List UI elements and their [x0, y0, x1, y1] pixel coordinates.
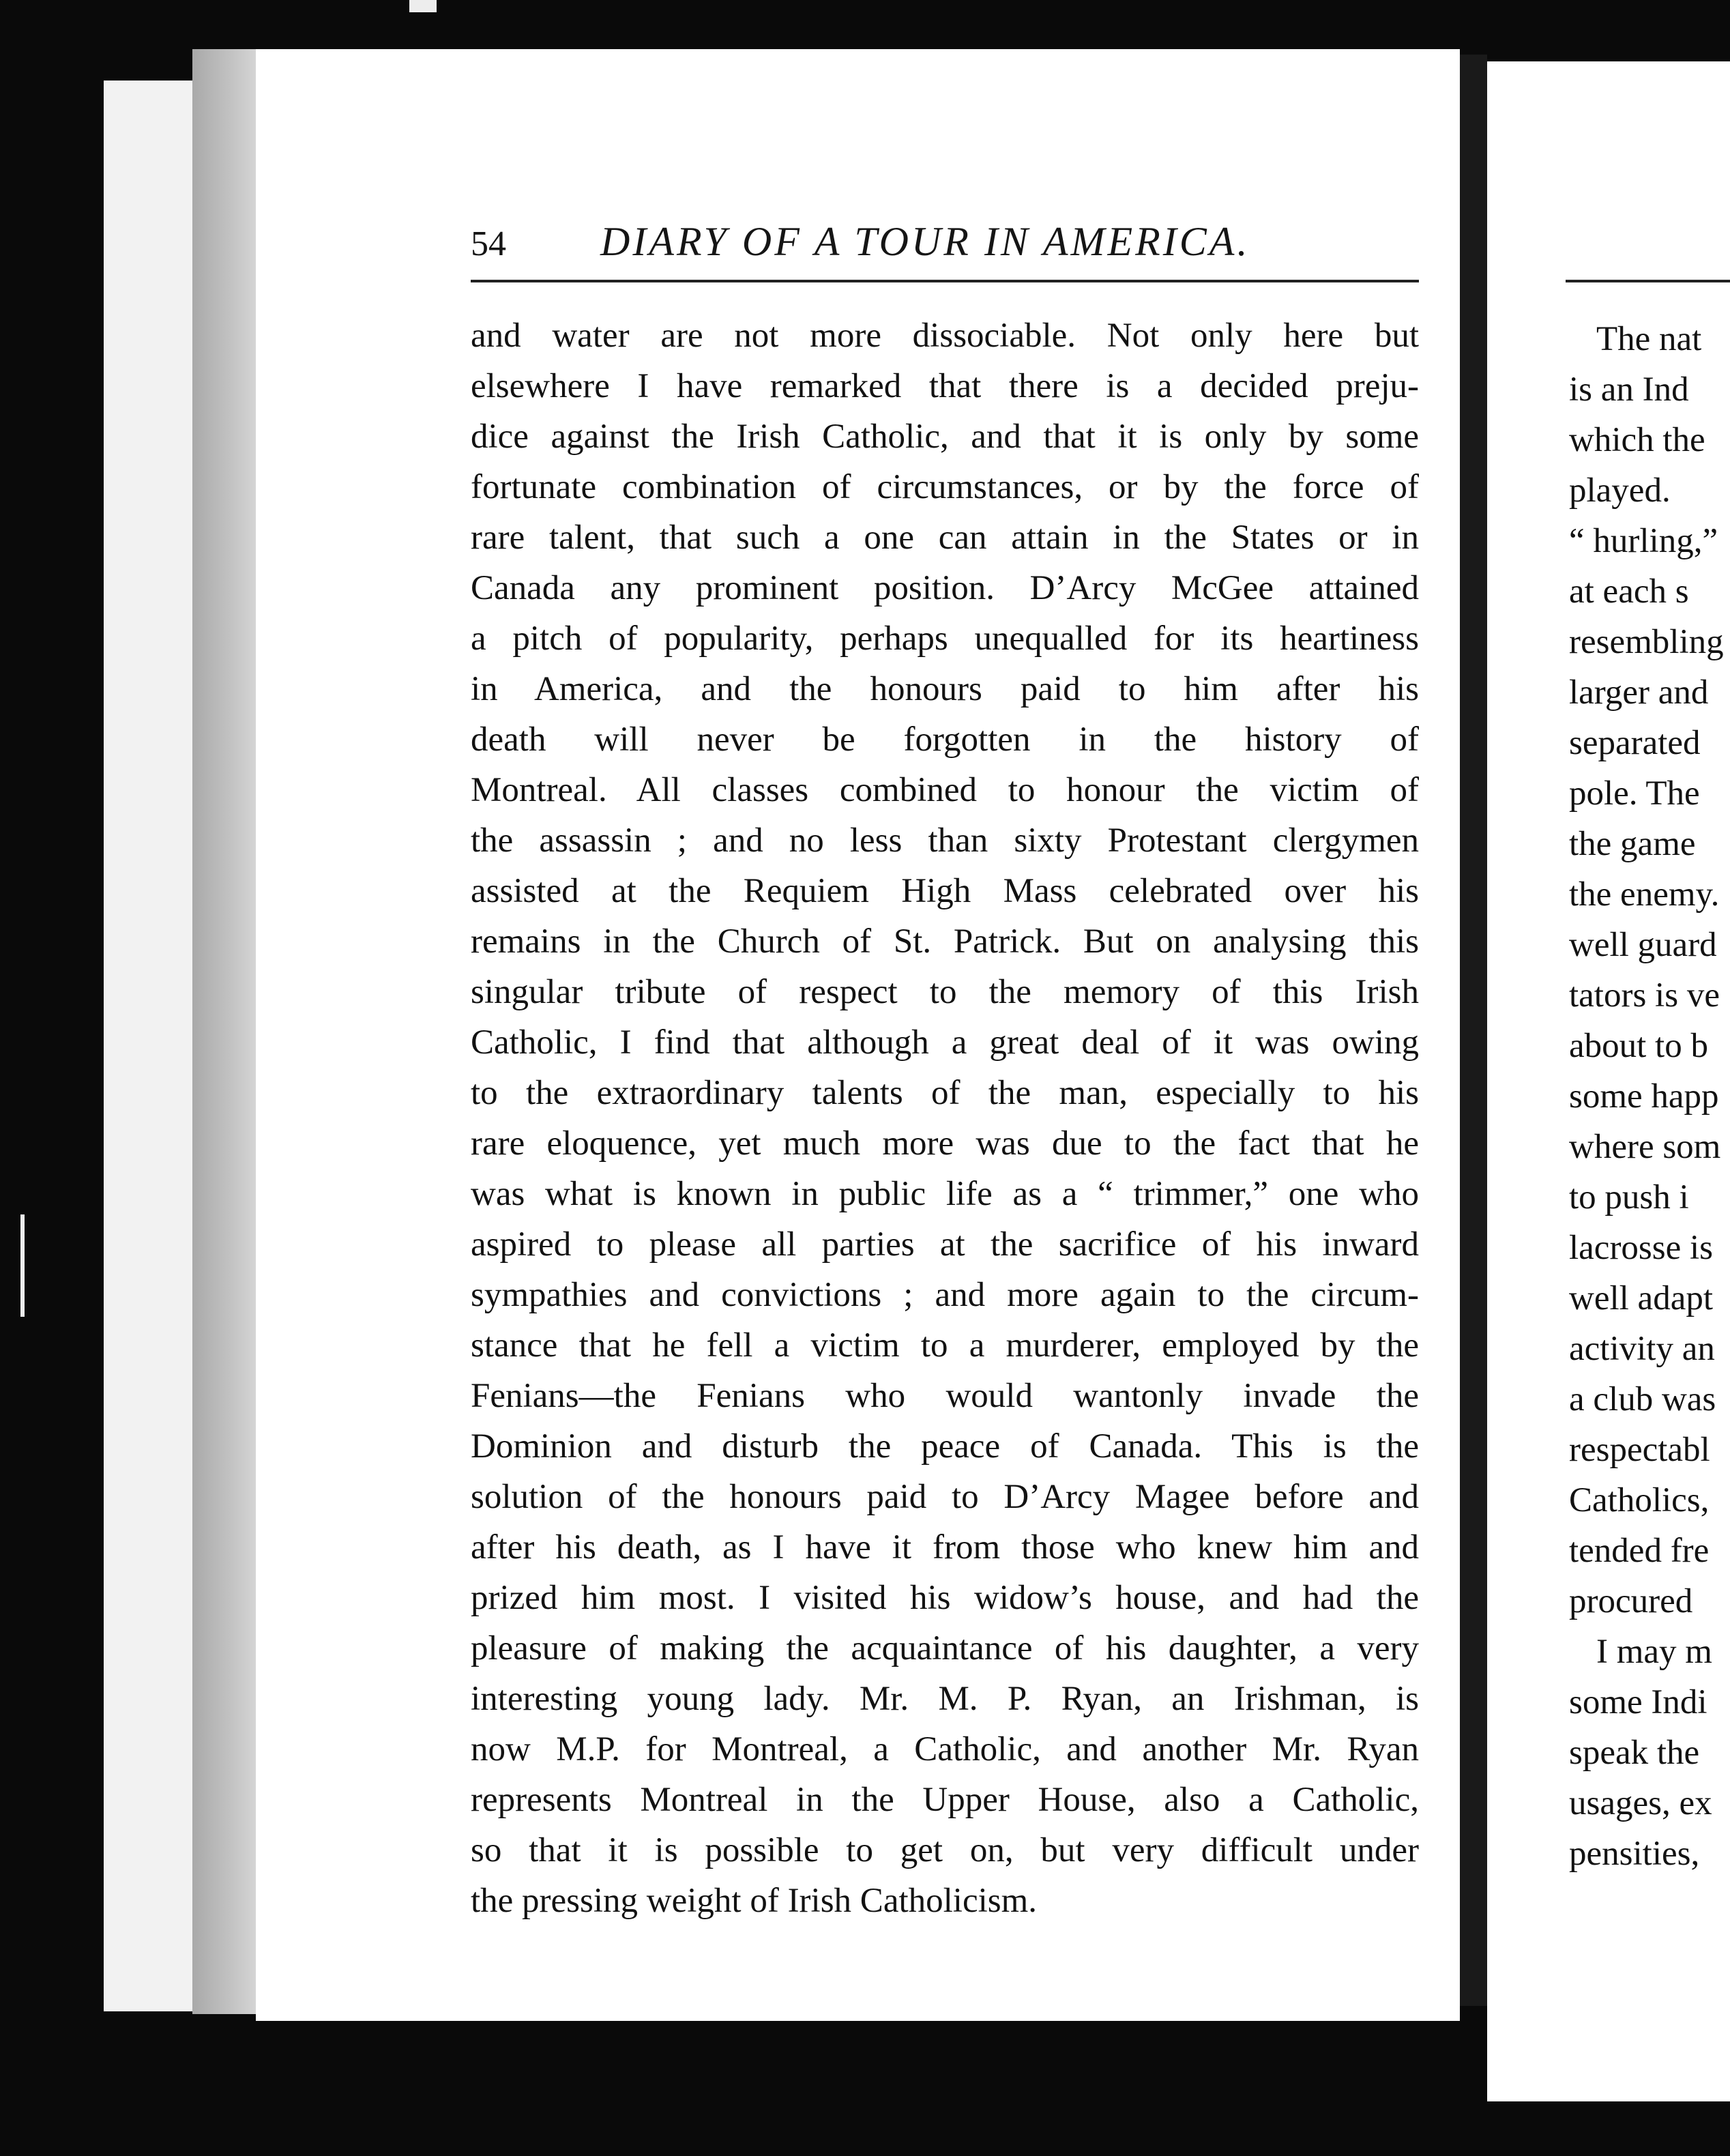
text-line: Canada any prominent position. D’Arcy McGee attained: [471, 569, 1419, 607]
text-line: elsewhere I have remarked that there is a decided preju-: [471, 367, 1419, 405]
page-edge-shadow: [192, 49, 261, 2014]
facing-text-line: the enemy.: [1569, 875, 1720, 914]
text-line: pleasure of making the acquaintance of his daughter, a very: [471, 1629, 1419, 1667]
text-line: in America, and the honours paid to him after his: [471, 670, 1419, 708]
page-header: [471, 218, 1419, 273]
text-line: fortunate combination of circumstances, or by the force of: [471, 468, 1419, 506]
facing-text-line: respectabl: [1569, 1431, 1710, 1469]
facing-text-line: speak the: [1569, 1734, 1700, 1772]
facing-text-line: tended fre: [1569, 1532, 1710, 1570]
facing-text-line: well adapt: [1569, 1279, 1713, 1317]
facing-text-line: pensities,: [1569, 1835, 1700, 1873]
facing-text-line: usages, ex: [1569, 1784, 1712, 1822]
running-title: DIARY OF A TOUR IN AMERICA.: [600, 219, 1250, 264]
facing-text-line: The nat: [1596, 320, 1702, 358]
text-line: to the extraordinary talents of the man, especially to his: [471, 1074, 1419, 1112]
text-line: solution of the honours paid to D’Arcy Magee before and: [471, 1478, 1419, 1516]
facing-text-line: where som: [1569, 1128, 1721, 1166]
body-text: [471, 310, 1419, 1926]
facing-text-line: some Indi: [1569, 1683, 1707, 1721]
facing-text-line: which the: [1569, 421, 1705, 459]
facing-text-line: about to b: [1569, 1027, 1708, 1065]
text-line: represents Montreal in the Upper House, also a Catholic,: [471, 1781, 1419, 1819]
text-line: Dominion and disturb the peace of Canada. This is the: [471, 1427, 1419, 1466]
text-line: now M.P. for Montreal, a Catholic, and another Mr. Ryan: [471, 1730, 1419, 1768]
text-line: sympathies and convictions ; and more again to the circum-: [471, 1276, 1419, 1314]
facing-text-line: well guard: [1569, 926, 1717, 964]
text-line: dice against the Irish Catholic, and that it is only by some: [471, 418, 1419, 456]
text-line: singular tribute of respect to the memory of this Irish: [471, 973, 1419, 1011]
facing-text-line: the game: [1569, 825, 1696, 863]
text-line: so that it is possible to get on, but very difficult under: [471, 1831, 1419, 1869]
facing-text-line: is an Ind: [1569, 370, 1689, 409]
text-line: prized him most. I visited his widow’s house, and had the: [471, 1579, 1419, 1617]
facing-text-line: lacrosse is: [1569, 1229, 1714, 1267]
text-line: remains in the Church of St. Patrick. But on analysing this: [471, 922, 1419, 961]
text-line: the assassin ; and no less than sixty Protestant clergymen: [471, 821, 1419, 860]
facing-text-line: a club was: [1569, 1380, 1716, 1418]
text-line: was what is known in public life as a “ trimmer,” one who: [471, 1175, 1419, 1213]
facing-text-line: to push i: [1569, 1178, 1689, 1217]
text-line: aspired to please all parties at the sacrifice of his inward: [471, 1225, 1419, 1264]
text-line: stance that he fell a victim to a murderer, employed by the: [471, 1326, 1419, 1365]
book-spine: [1460, 55, 1487, 2006]
header-rule: [471, 280, 1419, 282]
facing-header-rule: [1566, 280, 1730, 282]
facing-text-line: Catholics,: [1569, 1481, 1710, 1519]
facing-page-text: [1569, 314, 1730, 1879]
text-line: Montreal. All classes combined to honour the victim of: [471, 771, 1419, 809]
facing-text-line: larger and: [1569, 673, 1709, 712]
facing-text-line: tators is ve: [1569, 976, 1720, 1015]
text-line: Catholic, I find that although a great deal of it was owing: [471, 1023, 1419, 1062]
text-line: interesting young lady. Mr. M. P. Ryan, an Irishman, is: [471, 1680, 1419, 1718]
facing-text-line: resembling: [1569, 623, 1724, 661]
text-line: rare talent, that such a one can attain in the States or in: [471, 519, 1419, 557]
scan-mark-curve: [20, 1214, 25, 1317]
facing-text-line: some happ: [1569, 1077, 1719, 1116]
facing-text-line: played.: [1569, 471, 1671, 510]
text-line: a pitch of popularity, perhaps unequalled for its heartiness: [471, 620, 1419, 658]
page-number: 54: [471, 224, 506, 263]
facing-text-line: activity an: [1569, 1330, 1715, 1368]
facing-text-line: separated: [1569, 724, 1701, 762]
facing-text-line: I may m: [1596, 1633, 1712, 1671]
text-line: the pressing weight of Irish Catholicism.: [471, 1882, 1038, 1920]
text-line: rare eloquence, yet much more was due to the fact that he: [471, 1124, 1419, 1163]
facing-text-line: “ hurling,”: [1569, 522, 1718, 560]
text-line: Fenians—the Fenians who would wantonly invade the: [471, 1377, 1419, 1415]
text-line: after his death, as I have it from those who knew him and: [471, 1528, 1419, 1567]
scan-mark-top: [409, 0, 437, 12]
facing-text-line: pole. The: [1569, 774, 1700, 813]
text-line: assisted at the Requiem High Mass celebrated over his: [471, 872, 1419, 910]
text-line: death will never be forgotten in the history of: [471, 720, 1419, 759]
page-edge-white: [104, 81, 199, 2011]
text-line: and water are not more dissociable. Not only here but: [471, 317, 1419, 355]
facing-text-line: procured: [1569, 1582, 1693, 1620]
facing-text-line: at each s: [1569, 572, 1689, 611]
